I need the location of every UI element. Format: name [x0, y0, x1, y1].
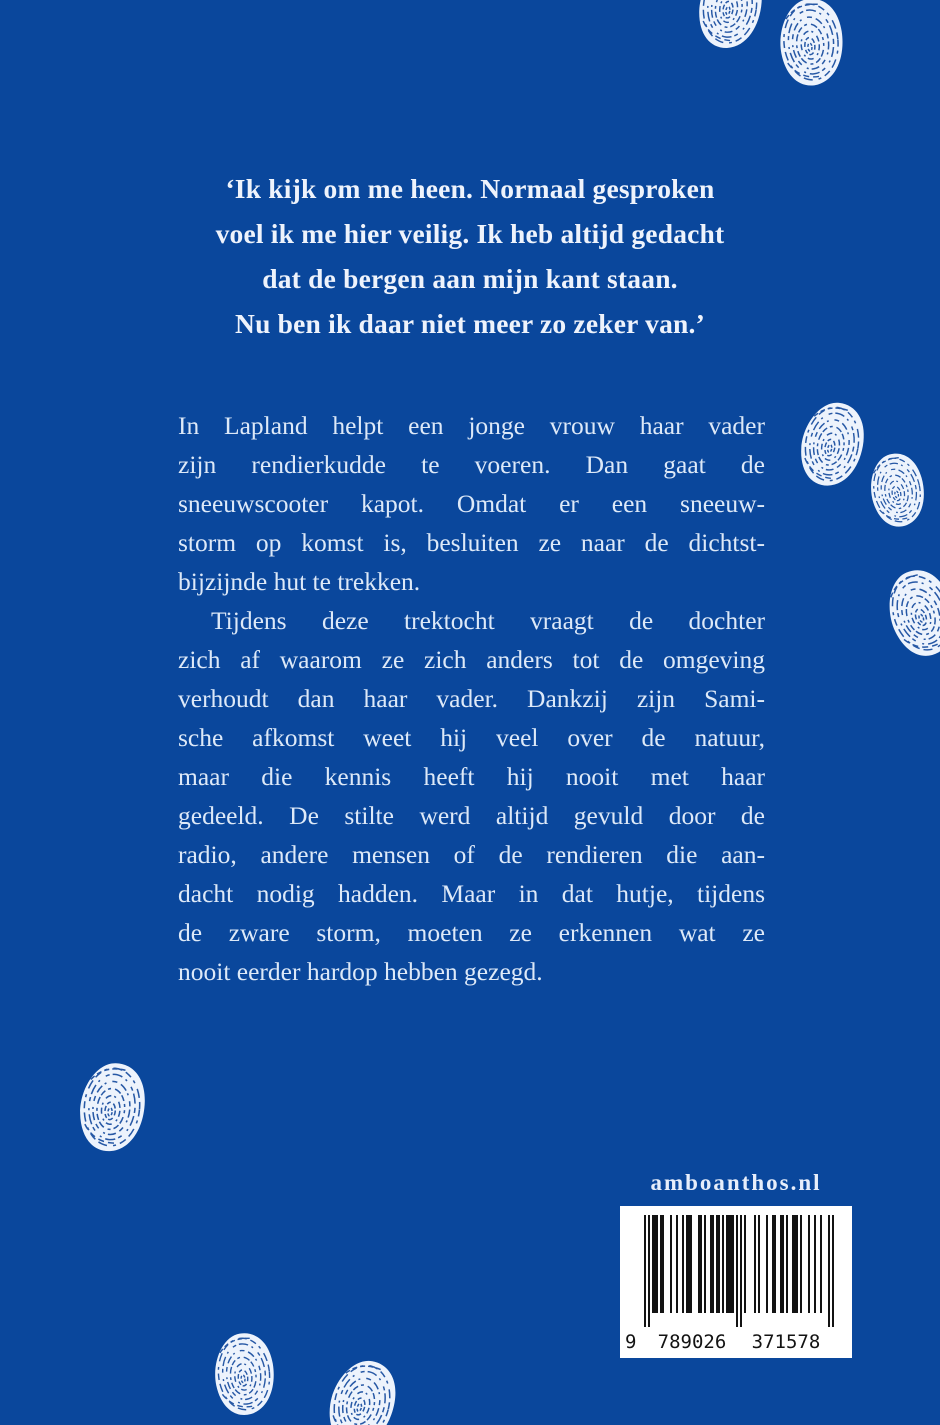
barcode-bars — [644, 1215, 834, 1327]
synopsis — [178, 406, 765, 991]
synopsis-paragraph — [178, 406, 765, 601]
synopsis-line: dacht nodig hadden. Maar in dat hutje, tijdens — [178, 879, 765, 908]
synopsis-line: radio, andere mensen of de rendieren die aan- — [178, 840, 765, 869]
fingerprint-smudge — [206, 1325, 281, 1423]
fingerprint-smudge — [873, 559, 940, 668]
quote-line: voel ik me hier veilig. Ik heb altijd gedacht — [215, 218, 725, 249]
synopsis-paragraph — [178, 601, 765, 991]
fingerprint-smudge — [857, 446, 937, 534]
synopsis-line: verhoudt dan haar vader. Dankzij zijn Sami- — [178, 684, 765, 713]
synopsis-line: sneeuwscooter kapot. Omdat er een sneeuw- — [178, 489, 765, 518]
synopsis-line: In Lapland helpt een jonge vrouw haar vader — [178, 411, 765, 440]
synopsis-line: sche afkomst weet hij veel over de natuur, — [178, 723, 765, 752]
synopsis-line: de zware storm, moeten ze erkennen wat ze — [178, 918, 765, 947]
synopsis-line: zich af waarom ze zich anders tot de omgeving — [178, 645, 765, 674]
publisher-website: amboanthos.nl — [650, 1170, 822, 1195]
synopsis-line: Tijdens deze trektocht vraagt de dochter — [211, 606, 765, 635]
fingerprint-smudge — [688, 0, 772, 55]
isbn-digit-group: 371578 — [751, 1331, 821, 1353]
quote-line: Nu ben ik daar niet meer zo zeker van.’ — [235, 308, 705, 339]
fingerprint-smudge — [772, 0, 850, 91]
fingerprint-smudge — [72, 1058, 152, 1156]
isbn-digit-group: 9 — [625, 1331, 637, 1353]
fingerprint-smudge — [315, 1350, 409, 1425]
quote-line: ‘Ik kijk om me heen. Normaal gesproken — [225, 173, 715, 204]
cover-quote — [0, 166, 940, 346]
synopsis-line: storm op komst is, besluiten ze naar de dichtst- — [178, 528, 765, 557]
isbn-digit-group: 789026 — [657, 1331, 727, 1353]
isbn-barcode — [620, 1206, 852, 1358]
synopsis-line: bijzijnde hut te trekken. — [178, 567, 421, 596]
synopsis-line: zijn rendierkudde te voeren. Dan gaat de — [178, 450, 765, 479]
synopsis-line: gedeeld. De stilte werd altijd gevuld door de — [178, 801, 765, 830]
synopsis-line: nooit eerder hardop hebben gezegd. — [178, 957, 543, 986]
synopsis-line: maar die kennis heeft hij nooit met haar — [178, 762, 765, 791]
quote-line: dat de bergen aan mijn kant staan. — [262, 263, 678, 294]
